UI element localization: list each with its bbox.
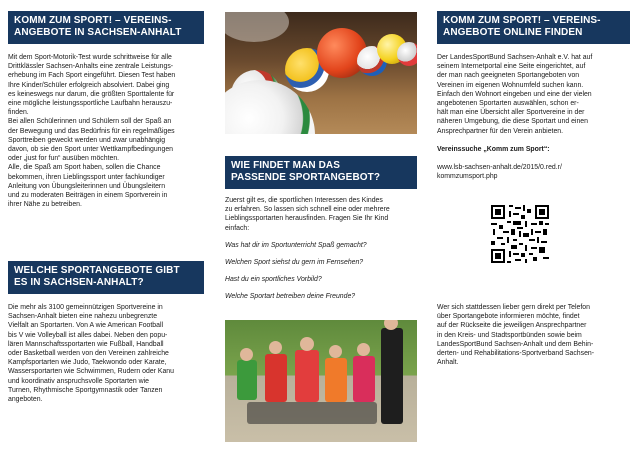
text-line: Die mehr als 3100 gemeinnützigen Sportvereine in — [8, 304, 163, 311]
text-line: Vielfalt an Sportarten. Von A wie American Football — [8, 322, 164, 330]
text-line: Ansprechpartner für den Verein anbieten. — [437, 127, 564, 135]
text-line: hält man eine Übersicht aller Sportvereine in der — [437, 109, 585, 117]
text-line: bis V wie Volleyball ist alles dabei. Neben den popu- — [8, 331, 168, 339]
text-line: Bei allen Schülerinnen und Schülern soll der Spaß an — [8, 118, 172, 126]
heading-line: ANGEBOTE IN SACHSEN-ANHALT — [14, 27, 182, 38]
search-url[interactable] — [437, 163, 630, 181]
heading-online-finden — [437, 11, 630, 44]
interests-paragraph — [225, 196, 417, 233]
question-list — [225, 241, 417, 302]
question-item: Hast du ein sportliches Vorbild? — [225, 276, 322, 284]
text-line: erhebung im Fach Sport eingeführt. Diesen Test haben — [8, 72, 176, 80]
heading-line: WELCHE SPORTANGEBOTE GIBT — [14, 265, 180, 276]
text-line: seinem Internetportal eine Seite eingerichtet, auf — [437, 63, 586, 71]
heading-line: WIE FINDET MAN DAS — [231, 160, 341, 171]
text-line: Sporttreiben geweckt werden und zwar unabhängig — [8, 136, 166, 144]
column-left — [8, 11, 204, 209]
text-line: über Sportangebote informieren möchte, findet — [437, 313, 580, 321]
heading-wie-findet-man — [225, 156, 417, 189]
url-line[interactable]: kommzumsport.php — [437, 173, 498, 181]
text-line: Zuerst gilt es, die sportlichen Interessen des Kindes — [225, 197, 383, 204]
heading-welche-sportangebote — [8, 261, 204, 294]
text-line: ihrer Nähe zu betreiben. — [8, 201, 82, 209]
text-line: angebotenen Sportarten auswählen, schon er- — [437, 100, 579, 108]
search-label: Vereinssuche „Komm zum Sport“: — [437, 145, 550, 153]
text-line: Kampfsportarten wie Judo, Taekwondo oder Karate, — [8, 359, 167, 367]
text-line: Mit dem Sport-Motorik-Test wurde schrittweise für alle — [8, 54, 172, 61]
text-line: Turnen, Rhythmische Sportgymnastik oder Tanzen — [8, 386, 163, 394]
text-line: Sachsen-Anhalt bieten eine nahezu unbegrenzte — [8, 313, 158, 321]
sportangebote-paragraph — [8, 303, 204, 404]
column-middle — [225, 156, 417, 302]
text-line: derten- und Rehabilitations-Sportverband Sachsen- — [437, 350, 595, 358]
text-line: oder Basketball werden von den Vereinen zahlreiche — [8, 350, 169, 358]
column-right — [437, 11, 630, 181]
text-line: auf der Rückseite die jeweiligen Ansprechpartner — [437, 322, 587, 330]
text-line: Alle, die Spaß am Sport haben, sollen die Chance — [8, 164, 161, 172]
text-line: Ihre Kinder/Schüler erfolgreich absolviert. Dabei ging — [8, 81, 170, 89]
text-line: der man nach geeigneten Sportangeboten von — [437, 72, 580, 80]
telefon-paragraph — [437, 303, 630, 367]
qr-code[interactable] — [491, 205, 549, 263]
column-left-lower — [8, 261, 204, 404]
text-line: Einfach den Wohnort eingeben und eine der vielen — [437, 90, 592, 98]
heading-line: KOMM ZUM SPORT! – VEREINS- — [443, 15, 601, 26]
url-line[interactable]: www.lsb-sachsen-anhalt.de/2015/0.red.r/ — [437, 164, 562, 172]
text-line: eine mögliche leistungssportliche Laufbahn herauszu- — [8, 100, 173, 108]
heading-line: ES IN SACHSEN-ANHALT? — [14, 277, 144, 288]
text-line: Drittklässler Sachsen-Anhalts eine zentrale Leistungs- — [8, 63, 174, 71]
text-line: lären Mannschaftssportarten wie Fußball, Handball — [8, 340, 164, 348]
heading-line: KOMM ZUM SPORT! – VEREINS- — [14, 15, 172, 26]
children-running-photo — [225, 320, 417, 442]
text-line: angeboten. — [8, 396, 43, 404]
text-line: in den Kreis- und Stadtsportbünden sowie beim — [437, 331, 582, 339]
text-line: Anhalt. — [437, 359, 459, 367]
text-line: einfach: — [225, 224, 250, 232]
question-item: Welchen Sport siehst du gern im Fernsehen? — [225, 259, 364, 267]
text-line: Wer sich stattdessen lieber gern direkt per Telefon — [437, 304, 590, 311]
text-line: finden. — [8, 109, 29, 117]
heading-line: PASSENDE SPORTANGEBOT? — [231, 172, 381, 183]
text-line: und koordinativ anspruchsvolle Sportarten wie — [8, 377, 149, 385]
text-line: und zu moderaten Beiträgen in einem Sportverein in — [8, 192, 168, 200]
heading-komm-zum-sport — [8, 11, 204, 44]
question-item: Was hat dir im Sportunterricht Spaß gemacht? — [225, 241, 367, 249]
online-paragraph — [437, 53, 630, 136]
text-line: Lieblingssportarten herausfinden. Fragen Sie Ihr Kind — [225, 215, 389, 223]
text-line: davon, ob sie den Sport unter Wettkampfbedingungen — [8, 146, 173, 154]
text-line: Anleitung von Übungsleiterinnen und Übungsleitern — [8, 182, 166, 190]
question-item: Welche Sportart betreiben deine Freunde? — [225, 293, 356, 301]
text-line: es keineswegs nur darum, die größten Sporttalente für — [8, 90, 175, 98]
text-line: der Bewegung und das Bedürfnis für ein regelmäßiges — [8, 127, 175, 135]
text-line: zu erfahren. So lassen sich schnell eine oder mehrere — [225, 206, 390, 214]
text-line: oder „just for fun“ ausüben möchten. — [8, 155, 120, 163]
text-line: bekommen, ihren Lieblingssport unter fachkundiger — [8, 173, 165, 181]
text-line: Vereinen im eigenen Wohnumfeld suchen kann. — [437, 81, 584, 89]
text-line: Wassersportarten wie Schwimmen, Rudern oder Kanu — [8, 368, 174, 376]
text-line: LandesSportBund Sachsen-Anhalt und dem Behin- — [437, 340, 594, 348]
heading-line: ANGEBOTE ONLINE FINDEN — [443, 27, 583, 38]
column-right-lower — [437, 303, 630, 367]
text-line: näheren Umgebung, die diese Sportart und einen — [437, 118, 588, 126]
sports-balls-photo — [225, 12, 417, 134]
text-line: Der LandesSportBund Sachsen-Anhalt e.V. hat auf — [437, 54, 593, 61]
intro-paragraph — [8, 53, 204, 209]
